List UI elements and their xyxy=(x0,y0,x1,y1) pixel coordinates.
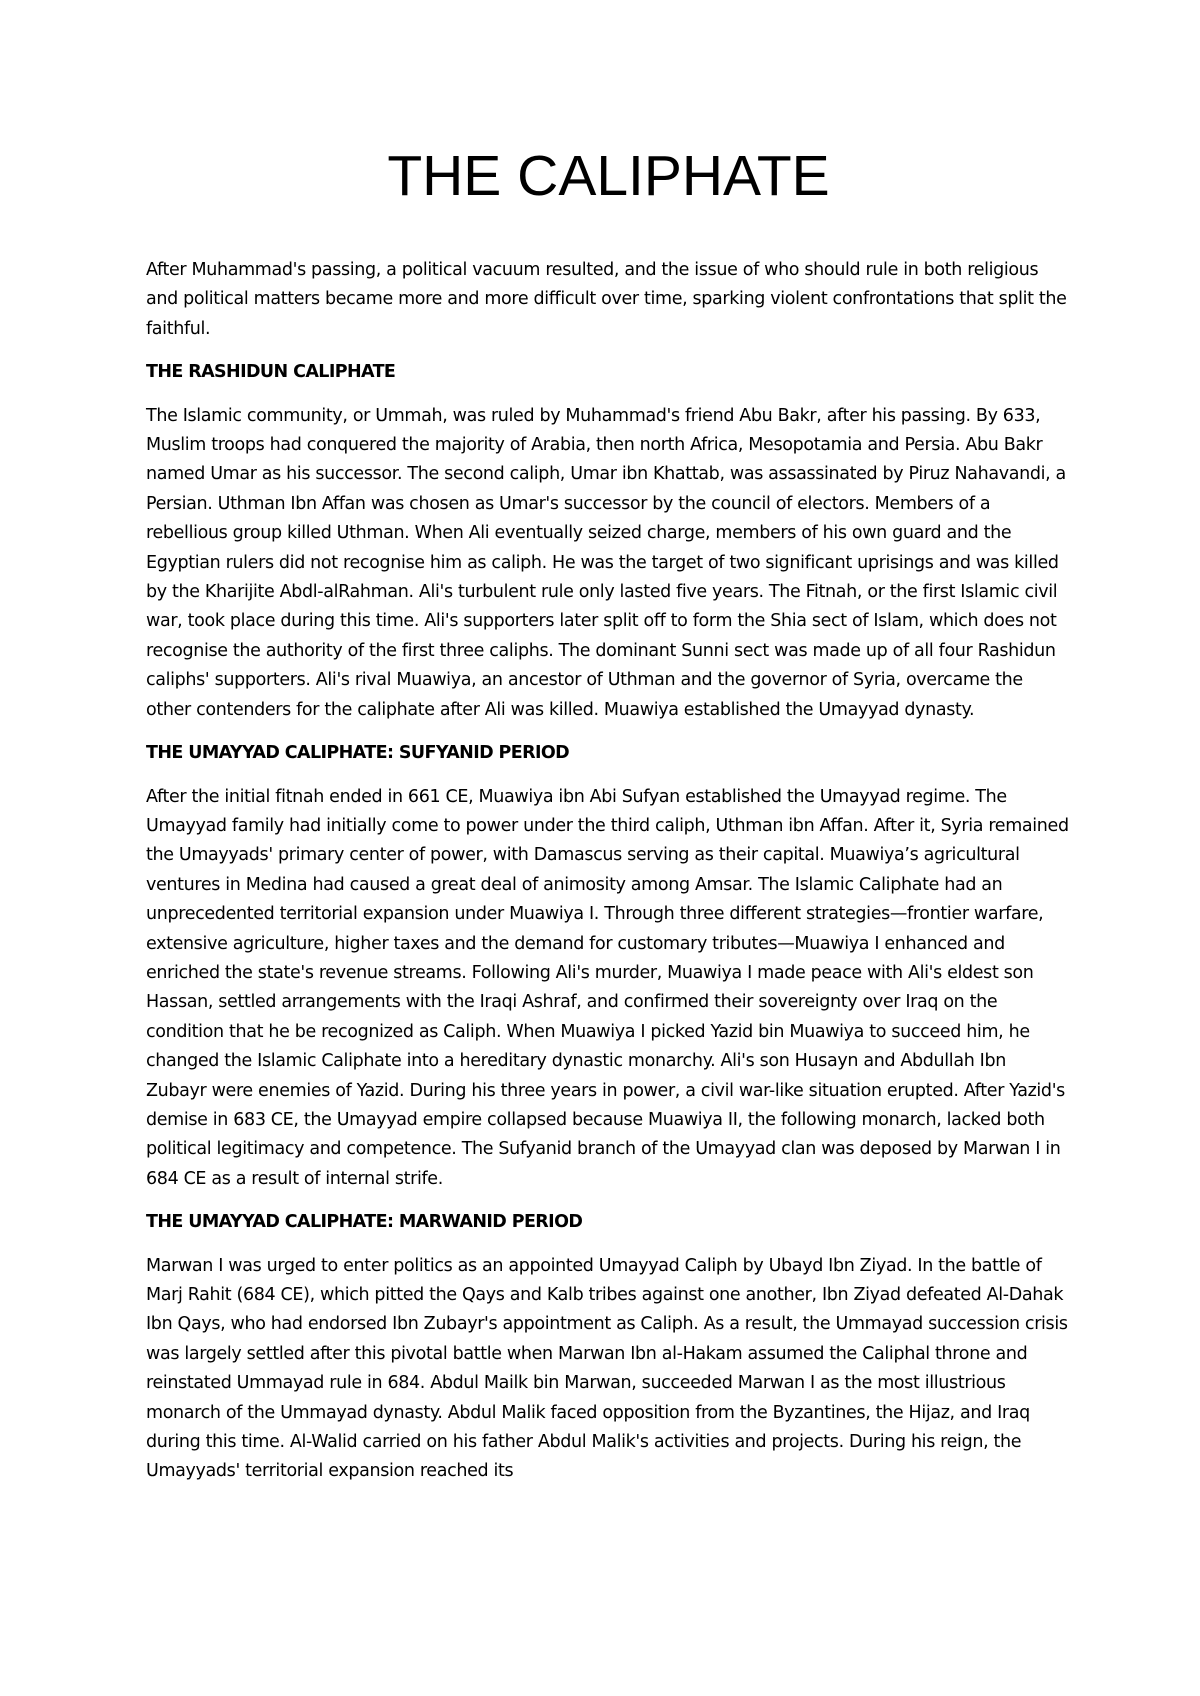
section-heading-sufyanid: THE UMAYYAD CALIPHATE: SUFYANID PERIOD xyxy=(146,743,570,764)
section-heading-rashidun: THE RASHIDUN CALIPHATE xyxy=(146,362,396,383)
section-body-sufyanid: After the initial fitnah ended in 661 CE, Muawiya ibn Abi Sufyan established the Umayyad regime. The Umayyad family had initially come to power under the third caliph, Uthman ibn Affan. After it, Syria remained the Umayyads' primary center of power, with Damascus serving as their capital. Muawiya’s agricultural ventures in Medina had caused a great deal of animosity among Amsar. The Islamic Caliphate had an unprecedented territorial expansion under Muawiya I. Through three different strategies—frontier warfare, extensive agriculture, higher taxes and the demand for customary tributes—Muawiya I enhanced and enriched the state's revenue streams. Following Ali's murder, Muawiya I made peace with Ali's eldest son Hassan, settled arrangements with the Iraqi Ashraf, and confirmed their sovereignty over Iraq on the condition that he be recognized as Caliph. When Muawiya I picked Yazid bin Muawiya to succeed him, he changed the Islamic Caliphate into a hereditary dynastic monarchy. Ali's son Husayn and Abdullah Ibn Zubayr were enemies of Yazid. During his three years in power, a civil war-like situation erupted. After Yazid's demise in 683 CE, the Umayyad empire collapsed because Muawiya II, the following monarch, lacked both political legitimacy and competence. The Sufyanid branch of the Umayyad clan was deposed by Marwan I in 684 CE as a result of internal strife. xyxy=(146,786,1069,1189)
section-body-rashidun: The Islamic community, or Ummah, was ruled by Muhammad's friend Abu Bakr, after his passing. By 633, Muslim troops had conquered the majority of Arabia, then north Africa, Mesopotamia and Persia. Abu Bakr named Umar as his successor. The second caliph, Umar ibn Khattab, was assassinated by Piruz Nahavandi, a Persian. Uthman Ibn Affan was chosen as Umar's successor by the council of electors. Members of a rebellious group killed Uthman. When Ali eventually seized charge, members of his own guard and the Egyptian rulers did not recognise him as caliph. He was the target of two significant uprisings and was killed by the Kharijite Abdl-alRahman. Ali's turbulent rule only lasted five years. The Fitnah, or the first Islamic civil war, took place during this time. Ali's supporters later split off to form the Shia sect of Islam, which does not recognise the authority of the first three caliphs. The dominant Sunni sect was made up of all four Rashidun caliphs' supporters. Ali's rival Muawiya, an ancestor of Uthman and the governor of Syria, overcame the other contenders for the caliphate after Ali was killed. Muawiya established the Umayyad dynasty. xyxy=(146,405,1066,720)
document-page xyxy=(146,0,1071,1487)
document-title: THE CALIPHATE xyxy=(387,144,830,208)
intro-paragraph: After Muhammad's passing, a political vacuum resulted, and the issue of who should rule in both religious and political matters became more and more difficult over time, sparking violent confrontations that split the faithful. xyxy=(146,260,1067,339)
section-body-marwanid: Marwan I was urged to enter politics as an appointed Umayyad Caliph by Ubayd Ibn Ziyad. In the battle of Marj Rahit (684 CE), which pitted the Qays and Kalb tribes against one another, Ibn Ziyad defeated Al-Dahak Ibn Qays, who had endorsed Ibn Zubayr's appointment as Caliph. As a result, the Ummayad succession crisis was largely settled after this pivotal battle when Marwan Ibn al-Hakam assumed the Caliphal throne and reinstated Ummayad rule in 684. Abdul Mailk bin Marwan, succeeded Marwan I as the most illustrious monarch of the Ummayad dynasty. Abdul Malik faced opposition from the Byzantines, the Hijaz, and Iraq during this time. Al-Walid carried on his father Abdul Malik's activities and projects. During his reign, the Umayyads' territorial expansion reached its xyxy=(146,1255,1068,1482)
section-heading-marwanid: THE UMAYYAD CALIPHATE: MARWANID PERIOD xyxy=(146,1212,583,1233)
